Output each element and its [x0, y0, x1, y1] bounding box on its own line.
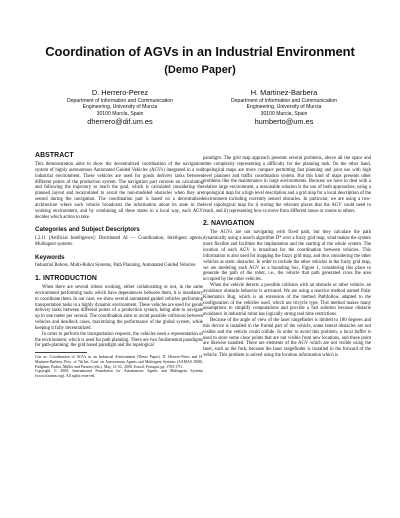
navigation-heading: 2. NAVIGATION [203, 220, 255, 228]
abstract-text: This demonstration aims to show the decentralized coordination of the navigation system of highly autonomous Automated Guided Vehicles (AGVs) integrated in a real industrial environment. These vehicles are used for goods delivery tasks between different points of the production system. The navigation part consists on calculating and following the trajectory to reach the goal, which is calculated considering the planned layout and recalculated to avoid the non-modeled obstacles when they are sensed during the navigation. The coordination part is based on a decentralized architecture where each vehicle broadcasts the information about its state in the working environment, and by combining all these states in a local way, each AGV decides which action to take. [35, 162, 203, 220]
introduction-paragraph: When there are several robots working, either collaborating or not, in the same environment performing tasks which have dependences between them, it is mandatory to coordinate them. In our case, we show several automated guided vehicles performing transportation tasks in a highly dynamic environment. These vehicles are used for goods delivery tasks between different points of a production system, being able to navigate up to one meter per second. The coordination aims to avoid possible collisions between vehicles and deadlock cases, maximizing the performance of the global system, while keeping it fully decentralized. [35, 284, 203, 331]
author-department: Department of Information and Communication [67, 98, 173, 104]
right-column [203, 156, 371, 359]
body-paragraph: paradigm. The grid map approach presents several problems, above all the space and time complexity representing a difficulty for the planning task. On the other hand, topological maps are more compact permitting fast planning and joint use with high level planners and traffic coordination system. But this kind of maps presents other problems like the maintenance in large environments. Because we have to deal with a relative large environment, a reasonable solution is the use of both approaches, using a topological map for a high level description and a grid map for a local description of the environment including currently sensed obstacles. In particular, we are using a two-level topological map for i) storing the relevant places that the AGV could need to reach, and ii) representing how to move from different zones or rooms to others. [203, 156, 371, 214]
left-column [35, 152, 203, 379]
author-email: dherrero@dif.um.es [87, 116, 153, 126]
footnote-divider [35, 352, 87, 353]
author-city: 30100 Murcia, Spain [96, 110, 144, 117]
navigation-paragraph: The AGVs are not navigating with fixed path, but they calculate the path dynamically using a search algorithm D* over a fuzzy grid map, what makes the system more flexible and facilities the implantation and the starting of the whole system. The location of each AGV is broadcast for the coordination between vehicles. This information is also used for mapping the fuzzy grid map, and thus considering the other vehicles as static obstacles. In order to include the other vehicles in the fuzzy grid map, we are modeling each AGV as a bounding box, Figure 1, considering this place to generate the path of the robot, i.e., the vehicle that path generated cross the area occupied by the other vehicles. [203, 230, 371, 283]
keywords-heading: Keywords [35, 253, 65, 261]
copyright-footnote: Copyright © 2008, International Foundation for Autonomous Agents and Multiagent Systems (www.ifaamas.org). All rights reserved. [35, 369, 203, 379]
categories-text: I.2.11 [Artificial Intelligence]: Distributed AI — Coordination, Intelligent agents, Multiagent systems. [35, 235, 203, 247]
author-name: D. Herrero-Perez [91, 88, 149, 97]
categories-heading: Categories and Subject Descriptors [35, 226, 140, 234]
introduction-paragraph: In order to perform the transportation requests, the vehicles need a representation of the environment, which is used for path planning. There are two fundamental paradigms for path-planning: the grid based paradigm and the topological [35, 331, 203, 349]
cite-as-footnote: Cite as: Coordination of AGVs in an Industrial Environment (Demo Paper), D. Herrero-Perez and H. Martinez-Barbera, Proc. of 7th Int. Conf. on Autonomous Agents and Multiagent Systems (AAMAS 2008), Padgham, Parkes, Müller and Parsons (eds.), May, 12-16., 2008, Estoril, Portugal, pp. 1703-1711. [35, 355, 203, 369]
author-email: humberto@um.es [254, 116, 314, 126]
author-department: Department of Information and Communication [231, 98, 337, 104]
navigation-paragraph: When the vehicle detects a possible collision with an obstacle or other vehicle, an avoidance obstacle behavior is activated. We are using a reactive method named Polar Kinematics Bug, which is an extension of the method Pathfollow adapted to the configuration of the vehicles used, which are tricycle type. This method makes many assumptions to simplify computations and provide a fast solution because obstacle avoidance in industrial robot has logically strong real time restrictions. [203, 283, 371, 318]
author-department-line2: Engineering, University of Murcia [82, 104, 158, 111]
paper-subtitle: (Demo Paper) [164, 64, 236, 76]
author-city: 30100 Murcia, Spain [260, 110, 308, 117]
author-department-line2: Engineering, University of Murcia [246, 104, 322, 111]
author-block-1 [40, 88, 200, 126]
paper-title: Coordination of AGVs in an Industrial Environment [45, 44, 355, 59]
author-block-2 [204, 88, 364, 126]
introduction-heading: 1. INTRODUCTION [35, 274, 97, 282]
author-name: H. Martinez-Barbera [250, 88, 318, 97]
abstract-heading: ABSTRACT [35, 152, 74, 159]
keywords-text: Industrial Robots, Multi-Robot Systems, Path Planning, Automated Guided Vehicles [35, 263, 196, 269]
navigation-paragraph: Because of the angle of view of the laser rangefinder is limited to 180 degrees and this device is installed in the frontal part of the vehicle, some lateral obstacles are not visible and the vehicle could collide. In order to avoid this problem, a local buffer is used to store some close points that are not visible from new locations, and these point are likewise handled. There are elements of the AGV which are not visible using the laser, such as the fork, because the laser rangefinder is installed in the forward of the vehicle. This problem is solved using the location information which is [203, 318, 371, 359]
